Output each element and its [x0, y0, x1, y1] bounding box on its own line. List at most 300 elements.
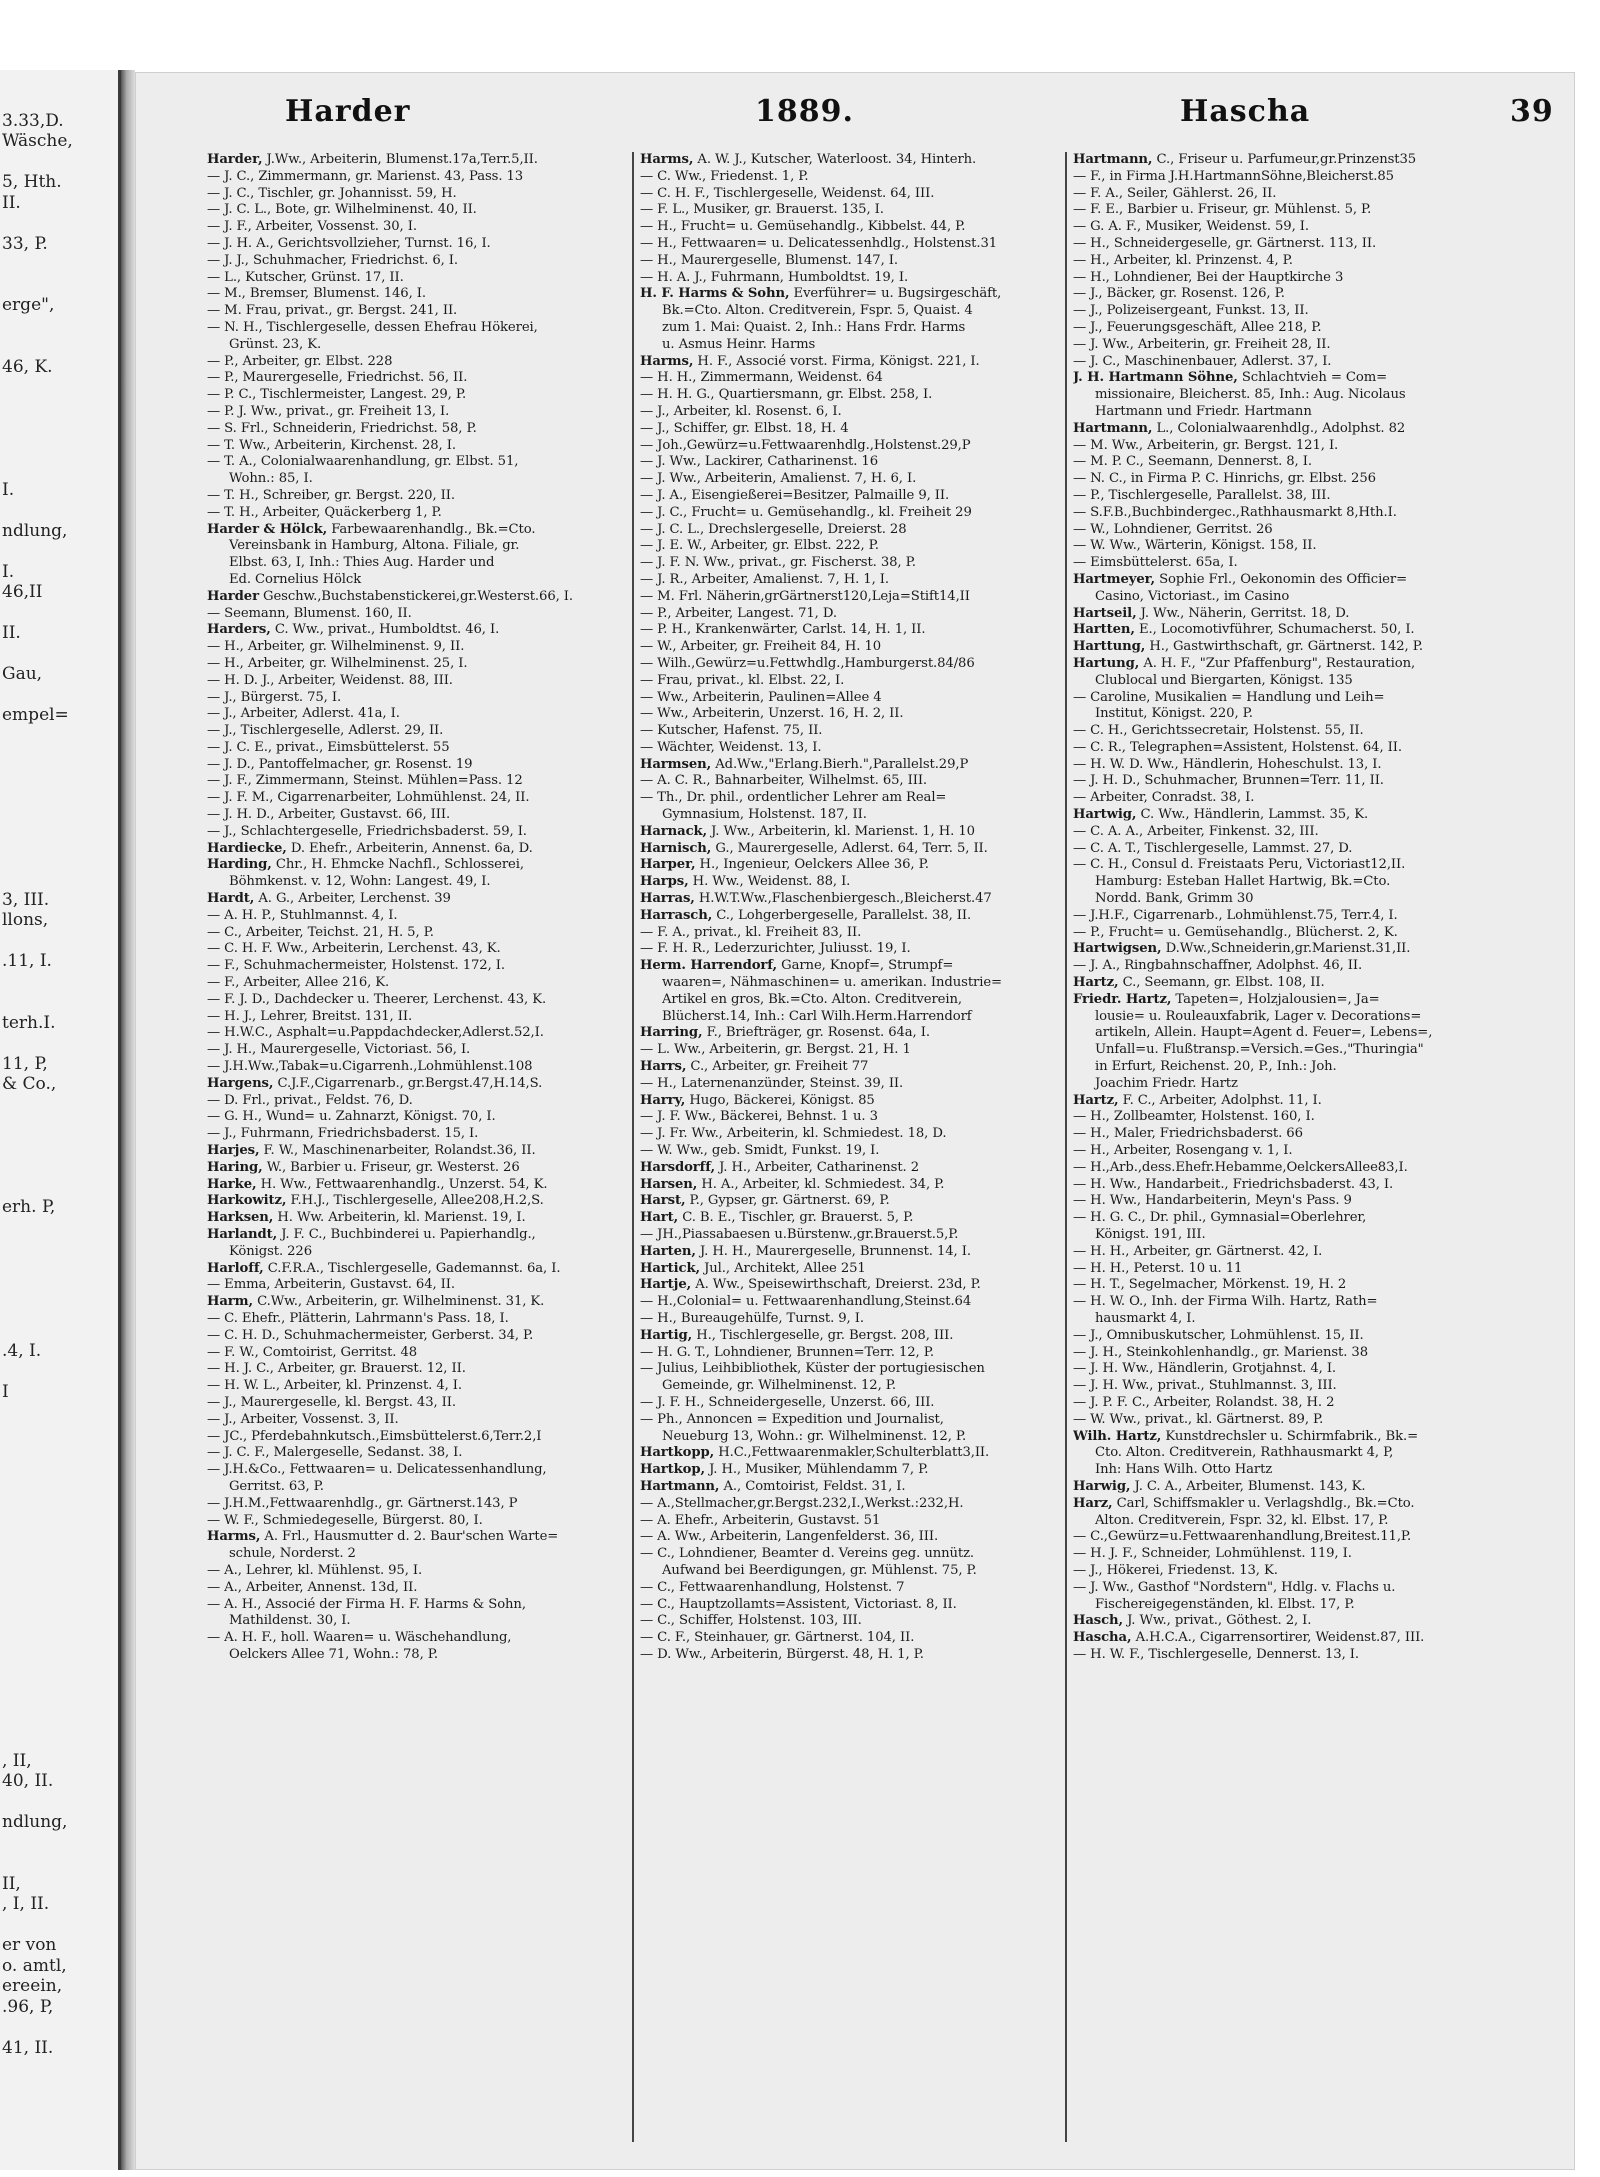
directory-entry [640, 471, 1055, 487]
column-2 [632, 152, 1055, 2142]
entry-text: D. Ehefr., Arbeiterin, Annenst. 6a, D. [286, 840, 533, 856]
directory-entry [640, 622, 1055, 638]
directory-entry [640, 1177, 1055, 1193]
entry-text: — J. C. L., Bote, gr. Wilhelminenst. 40, II. [207, 202, 477, 218]
directory-entry [640, 857, 1055, 873]
entry-text: — F. L., Musiker, gr. Brauerst. 135, I. [640, 202, 884, 218]
entry-text: — A. H., Associé der Firma H. F. Harms & Sohn, [207, 1596, 526, 1612]
directory-entry [640, 488, 1055, 504]
directory-entry [1073, 807, 1565, 823]
entry-text: — H. T., Segelmacher, Mörkenst. 19, H. 2 [1073, 1277, 1347, 1293]
header-right-word: Hascha [1180, 94, 1311, 129]
entry-surname: Hartz, [1073, 975, 1119, 991]
directory-entry [640, 656, 1055, 672]
directory-entry [207, 404, 622, 420]
directory-entry [1073, 438, 1565, 454]
directory-entry [1073, 1563, 1565, 1579]
entry-text: J. H., Musiker, Mühlendamm 7, P. [705, 1462, 929, 1478]
entry-surname: Harder [207, 588, 259, 604]
directory-entry [640, 303, 1055, 319]
directory-entry [1073, 656, 1565, 672]
entry-text: Carl, Schiffsmakler u. Verlagshdlg., Bk.=Cto. [1112, 1495, 1415, 1511]
entry-surname: Harry, [640, 1092, 686, 1108]
entry-surname: J. H. Hartmann Söhne, [1073, 370, 1238, 386]
entry-text: Gerritst. 63, P. [229, 1478, 324, 1494]
directory-entry [1073, 941, 1565, 957]
entry-text: — H.,Arb.,dess.Ehefr.Hebamme,OelckersAllee83,I. [1073, 1159, 1408, 1175]
entry-text: — P., Frucht= u. Gemüsehandlg., Blücherst. 2, K. [1073, 924, 1398, 940]
entry-surname: Harttung, [1073, 639, 1146, 655]
entry-surname: Friedr. Hartz, [1073, 991, 1172, 1007]
directory-entry [1073, 303, 1565, 319]
entry-text: — J., Arbeiter, Adlerst. 41a, I. [207, 706, 400, 722]
entry-surname: Hartje, [640, 1277, 692, 1293]
directory-entry [640, 1042, 1055, 1058]
entry-surname: Harsen, [640, 1176, 698, 1192]
entry-text: — M. Ww., Arbeiterin, gr. Bergst. 121, I. [1073, 437, 1339, 453]
entry-text: A., Comtoirist, Feldst. 31, I. [719, 1478, 906, 1494]
previous-page-fragment: ereein, [2, 1976, 63, 1996]
entry-text: W., Barbier u. Friseur, gr. Westerst. 26 [262, 1159, 520, 1175]
entry-text: Böhmkenst. v. 12, Wohn: Langest. 49, I. [229, 874, 491, 890]
entry-text: Garne, Knopf=, Strumpf= [777, 958, 954, 974]
entry-text: — W. Ww., privat., kl. Gärtnerst. 89, P. [1073, 1411, 1324, 1427]
directory-entry [640, 589, 1055, 605]
directory-entry [640, 253, 1055, 269]
directory-entry [207, 471, 622, 487]
entry-text: — H. D. J., Arbeiter, Weidenst. 88, III. [207, 672, 453, 688]
directory-entry [640, 1361, 1055, 1377]
previous-page-fragment: terh.I. [2, 1012, 56, 1033]
entry-text: A. W. J., Kutscher, Waterloost. 34, Hinterh. [693, 152, 977, 167]
directory-entry [1073, 1042, 1565, 1058]
directory-entry [207, 1227, 622, 1243]
directory-entry [207, 690, 622, 706]
directory-entry [207, 1193, 622, 1209]
directory-entry [640, 1462, 1055, 1478]
entry-text: A. H. F., "Zur Pfaffenburg", Restauration, [1139, 655, 1416, 671]
directory-entry [1073, 1496, 1565, 1512]
directory-entry [207, 857, 622, 873]
directory-entry [640, 169, 1055, 185]
previous-page-fragment: ndlung, [2, 520, 68, 541]
entry-text: — Eimsbüttelerst. 65a, I. [1073, 555, 1238, 571]
directory-entry [207, 354, 622, 370]
directory-entry [1073, 538, 1565, 554]
entry-text: Unfall=u. Flußtransp.=Versich.=Ges.,"Thuringia" [1095, 1042, 1424, 1058]
directory-entry [640, 1093, 1055, 1109]
directory-entry [1073, 1160, 1565, 1176]
directory-entry [207, 1277, 622, 1293]
entry-text: Elbst. 63, I, Inh.: Thies Aug. Harder und [229, 555, 495, 571]
entry-text: — A. Ehefr., Arbeiterin, Gustavst. 51 [640, 1512, 881, 1528]
entry-text: — F. J. D., Dachdecker u. Theerer, Lerchenst. 43, K. [207, 991, 547, 1007]
entry-text: J. F. C., Buchbinderei u. Papierhandlg., [277, 1227, 536, 1242]
entry-text: — J., Arbeiter, kl. Rosenst. 6, I. [640, 403, 842, 419]
entry-text: — J. H. Ww., privat., Stuhlmannst. 3, III. [1073, 1378, 1337, 1394]
directory-entry [1073, 1630, 1565, 1646]
directory-entry [640, 1328, 1055, 1344]
entry-text: — H. H., Peterst. 10 u. 11 [1073, 1260, 1243, 1276]
entry-text: — Kutscher, Hafenst. 75, II. [640, 723, 823, 739]
previous-page-fragment: 3, III. [2, 889, 50, 910]
directory-entry [1073, 757, 1565, 773]
entry-surname: Hartwig, [1073, 807, 1137, 823]
entry-text: — S.F.B.,Buchbindergeс.,Rathhausmarkt 8,Hth.I. [1073, 504, 1397, 520]
directory-entry [1073, 1378, 1565, 1394]
directory-entry [1073, 454, 1565, 470]
directory-entry [207, 1496, 622, 1512]
directory-entry [640, 925, 1055, 941]
directory-entry [207, 303, 622, 319]
directory-entry [640, 773, 1055, 789]
entry-text: C. Ww., privat., Humboldtst. 46, I. [270, 622, 500, 638]
directory-entry [207, 1109, 622, 1125]
directory-entry [207, 1328, 622, 1344]
directory-entry [640, 757, 1055, 773]
previous-page-fragment: empel= [2, 705, 69, 725]
entry-surname: H. F. Harms & Sohn, [640, 286, 790, 302]
entry-text: — J.H.Ww.,Tabak=u.Cigarrenh.,Lohmühlenst.108 [207, 1059, 533, 1075]
entry-text: — P., Tischlergeselle, Parallelst. 38, III. [1073, 487, 1331, 503]
directory-entry [640, 673, 1055, 689]
entry-text: — JC., Pferdebahnkutsch.,Eimsbüttelerst.6,Terr.2,I [207, 1428, 542, 1444]
directory-entry [640, 824, 1055, 840]
entry-text: — J. H. D., Schuhmacher, Brunnen=Terr. 11, II. [1073, 773, 1384, 789]
entry-surname: Hartseil, [1073, 605, 1137, 621]
entry-text: — H. W. L., Arbeiter, kl. Prinzenst. 4, I. [207, 1378, 463, 1394]
entry-text: — P., Arbeiter, gr. Elbst. 228 [207, 353, 393, 369]
entry-surname: Harloff, [207, 1260, 264, 1276]
directory-entry [1073, 1429, 1565, 1445]
entry-text: — J. C. F., Malergeselle, Sedanst. 38, I. [207, 1445, 463, 1461]
entry-text: H. Ww. Arbeiterin, kl. Marienst. 19, I. [273, 1210, 526, 1226]
directory-entry [207, 925, 622, 941]
directory-entry [1073, 606, 1565, 622]
directory-entry [640, 841, 1055, 857]
directory-entry [207, 1563, 622, 1579]
directory-entry [640, 1059, 1055, 1075]
entry-text: — J. C., Frucht= u. Gemüsehandlg., kl. Freiheit 29 [640, 504, 972, 520]
entry-text: J. Ww., privat., Göthest. 2, I. [1123, 1613, 1312, 1629]
directory-entry [640, 1445, 1055, 1461]
directory-entry [207, 1177, 622, 1193]
directory-entry [207, 286, 622, 302]
entry-text: — A., Arbeiter, Annenst. 13d, II. [207, 1579, 418, 1595]
entry-surname: Harjes, [207, 1143, 260, 1159]
entry-text: — H. J. C., Arbeiter, gr. Brauerst. 12, II. [207, 1361, 466, 1377]
directory-entry [1073, 622, 1565, 638]
entry-text: C.Ww., Arbeiterin, gr. Wilhelminenst. 31, K. [253, 1294, 545, 1310]
entry-text: hausmarkt 4, I. [1095, 1310, 1196, 1326]
directory-entry [1073, 337, 1565, 353]
entry-text: — J. C. E., privat., Eimsbüttelerst. 55 [207, 739, 450, 755]
previous-page-fragment: 11, P, [2, 1053, 48, 1074]
entry-text: Inh: Hans Wilh. Otto Hartz [1095, 1462, 1273, 1478]
directory-entry [1073, 1462, 1565, 1478]
directory-entry [640, 891, 1055, 907]
directory-entry [1073, 1345, 1565, 1361]
previous-page-fragment: ndlung, [2, 1812, 68, 1832]
directory-entry [640, 1025, 1055, 1041]
entry-text: — H., Arbeiter, Rosengang v. 1, I. [1073, 1143, 1293, 1159]
entry-text: — F. A., Seiler, Gählerst. 26, II. [1073, 185, 1277, 201]
directory-entry [640, 807, 1055, 823]
entry-text: — J. Ww., Arbeiterin, Amalienst. 7, H. 6, I. [640, 471, 917, 487]
directory-entry [207, 1009, 622, 1025]
previous-page-fragment: er von [2, 1935, 57, 1955]
entry-text: — H. H., Arbeiter, gr. Gärtnerst. 42, I. [1073, 1243, 1323, 1259]
entry-surname: Hartmann, [1073, 152, 1153, 167]
entry-text: lousie= u. Rouleauxfabrik, Lager v. Decorations= [1095, 1008, 1422, 1024]
directory-entry [1073, 891, 1565, 907]
previous-page-fragment: Gau, [2, 664, 43, 684]
entry-text: — H., Fettwaaren= u. Delicatessenhdlg., Holstenst.31 [640, 235, 998, 251]
directory-entry [640, 337, 1055, 353]
directory-entry [1073, 1261, 1565, 1277]
entry-text: — Seemann, Blumenst. 160, II. [207, 605, 412, 621]
directory-entry [640, 1546, 1055, 1562]
directory-entry [207, 572, 622, 588]
directory-entry [640, 958, 1055, 974]
entry-text: — H. W. D. Ww., Händlerin, Hoheschulst. 13, I. [1073, 756, 1382, 772]
entry-text: — J. Fr. Ww., Arbeiterin, kl. Schmiedest. 18, D. [640, 1126, 947, 1142]
entry-text: Ad.Ww.,"Erlang.Bierh.",Parallelst.29,P [711, 756, 969, 772]
previous-page-fragment: llons, [2, 910, 49, 930]
entry-text: Hamburg: Esteban Hallet Hartwig, Bk.=Cto. [1095, 874, 1391, 890]
directory-entry [207, 1479, 622, 1495]
entry-text: — J. F., Arbeiter, Vossenst. 30, I. [207, 219, 417, 235]
entry-text: — C. H., Gerichtssecretair, Holstenst. 55, II. [1073, 723, 1364, 739]
entry-text: — J.H.F., Cigarrenarb., Lohmühlenst.75, Terr.4, I. [1073, 907, 1398, 923]
previous-page-fragment: 3.33,D. [2, 110, 64, 131]
entry-surname: Harms, [207, 1529, 261, 1545]
directory-entry [640, 908, 1055, 924]
entry-text: H. Ww., Weidenst. 88, I. [688, 874, 851, 890]
directory-entry [207, 807, 622, 823]
entry-text: — T. A., Colonialwaarenhandlung, gr. Elbst. 51, [207, 454, 519, 470]
directory-entry [207, 891, 622, 907]
entry-text: — S. Frl., Schneiderin, Friedrichst. 58, P. [207, 420, 477, 436]
entry-text: — H.W.C., Asphalt=u.Pappdachdecker,Adlerst.52,I. [207, 1025, 544, 1041]
directory-entry [207, 1513, 622, 1529]
entry-text: H. A., Arbeiter, kl. Schmiedest. 34, P. [697, 1176, 945, 1192]
directory-entry [207, 1244, 622, 1260]
entry-text: in Erfurt, Reichenst. 20, P., Inh.: Joh. [1095, 1059, 1337, 1075]
entry-text: Institut, Königst. 220, P. [1095, 706, 1253, 722]
directory-entry [1073, 1395, 1565, 1411]
directory-entry [1073, 857, 1565, 873]
entry-text: — P. C., Tischlermeister, Langest. 29, P. [207, 387, 467, 403]
directory-entry [207, 202, 622, 218]
directory-entry [207, 606, 622, 622]
entry-text: C., Lohgerbergeselle, Parallelst. 38, II. [712, 907, 972, 923]
directory-entry [640, 236, 1055, 252]
entry-text: H. F., Associé vorst. Firma, Königst. 221, I. [693, 353, 980, 369]
entry-text: — J.H.M.,Fettwaarenhdlg., gr. Gärtnerst.143, P [207, 1495, 518, 1511]
directory-entry [1073, 925, 1565, 941]
directory-entry [207, 673, 622, 689]
running-header [135, 94, 1575, 144]
entry-text: waaren=, Nähmaschinen= u. amerikan. Industrie= [662, 975, 1002, 991]
previous-page-fragment: Wäsche, [2, 131, 73, 151]
entry-text: — H. G. T., Lohndiener, Brunnen=Terr. 12, P. [640, 1344, 934, 1360]
directory-entry [1073, 723, 1565, 739]
directory-entry [1073, 555, 1565, 571]
directory-entry [1073, 1361, 1565, 1377]
entry-text: — H., Arbeiter, gr. Wilhelminenst. 25, I. [207, 655, 468, 671]
directory-entry [640, 1630, 1055, 1646]
previous-page-fragment: 40, II. [2, 1771, 54, 1791]
directory-entry [640, 1395, 1055, 1411]
previous-page-fragment: o. amtl, [2, 1955, 67, 1976]
directory-entry [207, 841, 622, 857]
entry-text: — C. H. F., Tischlergeselle, Weidenst. 64, III. [640, 185, 935, 201]
entry-text: — W. Ww., geb. Smidt, Funkst. 19, I. [640, 1143, 880, 1159]
directory-entry [640, 1479, 1055, 1495]
entry-text: — J. F., Zimmermann, Steinst. Mühlen=Pass. 12 [207, 773, 523, 789]
entry-surname: Harms, [640, 353, 694, 369]
entry-text: C., Friseur u. Parfumeur,gr.Prinzenst35 [1152, 152, 1417, 167]
previous-page-strip [0, 70, 121, 2170]
entry-text: — H., Maurergeselle, Blumenst. 147, I. [640, 252, 898, 268]
directory-entry [1073, 992, 1565, 1008]
entry-text: — C. F., Steinhauer, gr. Gärtnerst. 104, II. [640, 1630, 915, 1646]
entry-text: Hugo, Bäckerei, Königst. 85 [685, 1092, 875, 1108]
directory-entry [1073, 1093, 1565, 1109]
directory-entry [207, 253, 622, 269]
directory-entry [1073, 1546, 1565, 1562]
directory-entry [1073, 841, 1565, 857]
entry-text: C., Arbeiter, gr. Freiheit 77 [686, 1059, 869, 1075]
entry-text: — D. Frl., privat., Feldst. 76, D. [207, 1092, 413, 1108]
directory-entry [1073, 1177, 1565, 1193]
entry-text: Nordd. Bank, Grimm 30 [1095, 891, 1254, 907]
entry-text: — T. Ww., Arbeiterin, Kirchenst. 28, I. [207, 437, 456, 453]
directory-entry [207, 824, 622, 840]
entry-text: — P. J. Ww., privat., gr. Freiheit 13, I. [207, 403, 450, 419]
entry-text: — H. J., Lehrer, Breitst. 131, II. [207, 1008, 413, 1024]
entry-text: — J., Tischlergeselle, Adlerst. 29, II. [207, 723, 444, 739]
entry-text: — C. Ww., Friedenst. 1, P. [640, 168, 809, 184]
directory-entry [207, 723, 622, 739]
previous-page-fragment: & Co., [2, 1074, 57, 1094]
entry-surname: Harms, [640, 152, 694, 167]
directory-entry [207, 236, 622, 252]
directory-entry [207, 1613, 622, 1629]
entry-text: — F., Arbeiter, Allee 216, K. [207, 975, 390, 991]
entry-text: — C., Fettwaarenhandlung, Holstenst. 7 [640, 1579, 905, 1595]
directory-entry [207, 505, 622, 521]
directory-entry [640, 572, 1055, 588]
directory-entry [1073, 286, 1565, 302]
previous-page-fragment: I. [2, 479, 15, 500]
directory-entry [207, 992, 622, 1008]
entry-text: G., Maurergeselle, Adlerst. 64, Terr. 5, II. [711, 840, 988, 856]
entry-text: — J., Bürgerst. 75, I. [207, 689, 342, 705]
entry-text: — Caroline, Musikalien = Handlung und Leih= [1073, 689, 1385, 705]
entry-text: A.H.C.A., Cigarrensortirer, Weidenst.87, III. [1131, 1630, 1425, 1646]
entry-surname: Harrs, [640, 1059, 687, 1075]
directory-entry [640, 1529, 1055, 1545]
directory-entry [207, 757, 622, 773]
directory-entry [1073, 958, 1565, 974]
directory-entry [207, 538, 622, 554]
entry-text: — H. W. O., Inh. der Firma Wilh. Hartz, Rath= [1073, 1294, 1378, 1310]
entry-surname: Hartig, [640, 1327, 693, 1343]
entry-text: J. Ww., Näherin, Gerritst. 18, D. [1136, 605, 1350, 621]
directory-entry [207, 639, 622, 655]
entry-text: J. C. A., Arbeiter, Blumenst. 143, K. [1130, 1478, 1366, 1494]
entry-surname: Harras, [640, 891, 695, 907]
directory-entry [207, 622, 622, 638]
directory-entry [1073, 1025, 1565, 1041]
directory-entry [640, 1311, 1055, 1327]
directory-entry [207, 1311, 622, 1327]
entry-text: — H., Frucht= u. Gemüsehandlg., Kibbelst. 44, P. [640, 219, 966, 235]
directory-entry [1073, 471, 1565, 487]
entry-text: — L. Ww., Arbeiterin, gr. Bergst. 21, H. 1 [640, 1042, 911, 1058]
directory-entry [207, 1580, 622, 1596]
directory-entry [640, 320, 1055, 336]
entry-text: F., Briefträger, gr. Rosenst. 64a, I. [702, 1025, 930, 1041]
directory-entry [1073, 1227, 1565, 1243]
directory-entry [207, 1261, 622, 1277]
entry-surname: Hartz, [1073, 1092, 1119, 1108]
entry-surname: Hartick, [640, 1260, 701, 1276]
entry-surname: Harder & Hölck, [207, 521, 328, 537]
entry-text: — J.H.&Co., Fettwaaren= u. Delicatessenhandlung, [207, 1462, 547, 1478]
entry-surname: Harring, [640, 1025, 703, 1041]
entry-text: — J. A., Ringbahnschaffner, Adolphst. 46, II. [1073, 958, 1363, 974]
entry-text: Königst. 191, III. [1095, 1227, 1206, 1242]
entry-text: H., Tischlergeselle, gr. Bergst. 208, III. [692, 1327, 954, 1343]
entry-surname: Hardt, [207, 891, 255, 907]
entry-surname: Harwig, [1073, 1478, 1131, 1494]
directory-entry [1073, 639, 1565, 655]
directory-entry [1073, 169, 1565, 185]
entry-text: — H., Maler, Friedrichsbaderst. 66 [1073, 1126, 1303, 1142]
directory-entry [640, 370, 1055, 386]
directory-entry [640, 706, 1055, 722]
directory-entry [1073, 1328, 1565, 1344]
entry-text: — Arbeiter, Conradst. 38, I. [1073, 790, 1255, 806]
directory-columns [207, 152, 1557, 2142]
entry-text: — H., Zollbeamter, Holstenst. 160, I. [1073, 1109, 1315, 1125]
entry-surname: Harsdorff, [640, 1159, 715, 1175]
directory-entry [1073, 505, 1565, 521]
entry-surname: Harst, [640, 1193, 686, 1209]
entry-surname: Harksen, [207, 1210, 274, 1226]
directory-entry [1073, 219, 1565, 235]
entry-text: — J. H., Maurergeselle, Victoriast. 56, I. [207, 1042, 471, 1058]
entry-text: Hartmann und Friedr. Hartmann [1095, 403, 1312, 419]
entry-text: — T. H., Arbeiter, Quäckerberg 1, P. [207, 504, 442, 520]
previous-page-fragment: 33, P. [2, 233, 48, 254]
directory-entry [640, 639, 1055, 655]
entry-text: Wohn.: 85, I. [229, 471, 313, 487]
entry-text: D.Ww.,Schneiderin,gr.Marienst.31,II. [1161, 941, 1411, 957]
directory-entry [207, 488, 622, 504]
directory-entry [207, 1042, 622, 1058]
directory-entry [640, 555, 1055, 571]
entry-text: — P. H., Krankenwärter, Carlst. 14, H. 1, II. [640, 622, 926, 638]
directory-entry [1073, 1193, 1565, 1209]
entry-surname: Harmsen, [640, 756, 712, 772]
entry-text: C.J.F.,Cigarrenarb., gr.Bergst.47,H.14,S. [273, 1075, 543, 1091]
entry-text: Königst. 226 [229, 1243, 313, 1259]
entry-text: — W. Ww., Wärterin, Königst. 158, II. [1073, 538, 1317, 554]
